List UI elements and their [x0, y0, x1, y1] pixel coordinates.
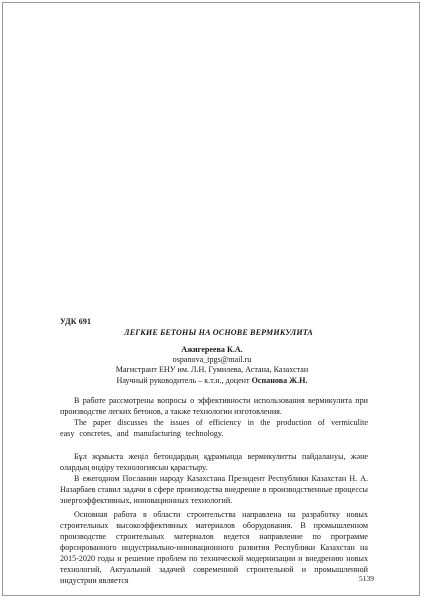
body-paragraph-1: В ежегодном Послании народу Казахстана Президент Республики Казахстан Н. А. Назарбаев ставил задачи в сфере производства внедрение в производственные процессы энергоэффективных, инновационных технологий. — [60, 474, 368, 505]
author-name: Ажигереева К.А. — [181, 345, 243, 354]
abstract-kazakh: Бұл жұмыста жеңіл бетондардың құрамында вермикулитты пайдалануы, және олардың өндіру технологиясын қарастыру. — [60, 452, 368, 472]
article-title: ЛЕГКИЕ БЕТОНЫ НА ОСНОВЕ ВЕРМИКУЛИТА — [124, 328, 313, 337]
page-frame — [2, 2, 420, 596]
author-email: ospanova_tpgs@mail.ru — [172, 355, 252, 364]
supervisor-name: Оспанова Ж.Н. — [251, 376, 308, 385]
abstract-russian: В работе рассмотрены вопросы о эффективности использования вермикулита при производстве легких бетонов, а также технологии изготовления. — [60, 396, 368, 416]
page-number: 5139 — [359, 574, 374, 583]
body-paragraph-2: Основная работа в области строительства направлена на разработку новых строительных высокоэффективных материалов оборудования. В промышленном производстве строительных материалов ведется направление по программе форсированного индустриально-инновационного развития Республики Казахстан на 2015-2020 годы и решение проблем по технической модернизации и внедрению новых технологий, Актуальной задачей современной строительной и промышленной индустрии является — [60, 510, 368, 585]
supervisor-prefix: Научный руководитель – к.т.н., доцент — [116, 376, 252, 385]
abstract-english: The paper discusses the issues of efficiency in the production of vermiculite easy concretes, and manufacturing technology. — [60, 418, 368, 438]
supervisor-line — [0, 376, 424, 385]
udk-code: УДК 691 — [60, 317, 92, 326]
author-affiliation: Магистрант ЕНУ им. Л.Н. Гумилева, Астана, Казахстан — [115, 365, 309, 374]
